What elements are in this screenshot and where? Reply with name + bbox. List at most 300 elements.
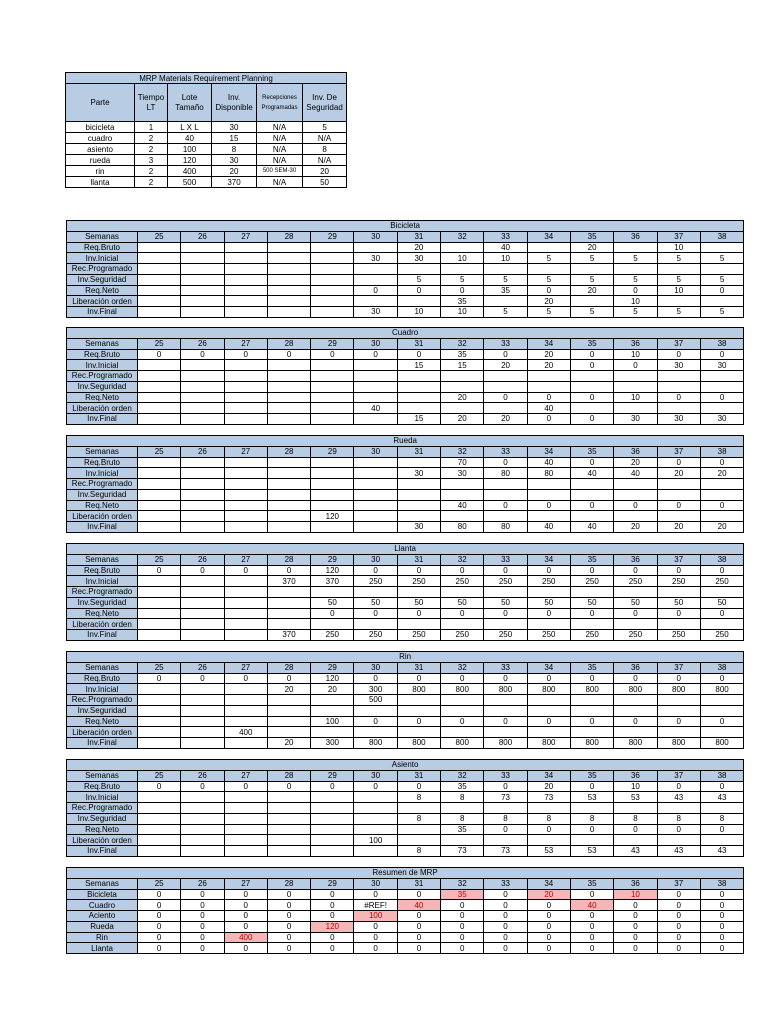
mrp-table [66,759,744,857]
week-header: 38 [700,446,744,457]
mrp-cell: 0 [484,349,527,360]
mrp-cell [700,619,743,630]
mrp-cell: 370 [267,630,310,641]
mrp-cell [181,511,224,522]
mrp-cell [527,727,570,738]
week-header: 30 [354,662,397,673]
mrp-cell: 30 [354,307,397,318]
week-header: 27 [224,554,267,565]
mrp-cell: 40 [354,403,397,414]
mrp-cell: 300 [354,684,397,695]
mrp-row [67,716,744,727]
summary-cell: 0 [657,889,700,900]
mrp-row [67,846,744,857]
mrp-cell [570,619,613,630]
week-header: 31 [397,662,440,673]
week-header: 33 [484,338,527,349]
summary-cell: 0 [527,911,570,922]
week-header: 30 [354,878,397,889]
mrp-cell: 0 [527,565,570,576]
params-cell: bicicleta [66,122,135,133]
week-header: 36 [614,770,657,781]
week-header: 34 [527,446,570,457]
mrp-cell: 0 [224,565,267,576]
week-header: 26 [181,338,224,349]
mrp-table-title-row [67,760,744,771]
mrp-cell: 5 [397,274,440,285]
mrp-cell: 250 [527,576,570,587]
row-label: Req.Neto [67,285,138,296]
week-header: 37 [657,770,700,781]
row-label: Inv.Seguridad [67,813,138,824]
summary-cell: 0 [181,889,224,900]
week-header: 32 [441,231,484,242]
summary-row [67,889,744,900]
params-cell: 500 SEM-30 [257,166,303,177]
week-header: 25 [138,338,181,349]
mrp-cell [138,479,181,490]
mrp-cell [181,727,224,738]
mrp-cell: 43 [614,846,657,857]
row-label: Liberación orden [67,727,138,738]
mrp-cell: 40 [527,457,570,468]
row-label: Liberación orden [67,619,138,630]
week-header: 31 [397,231,440,242]
mrp-cell [224,738,267,749]
mrp-cell: 0 [441,673,484,684]
mrp-table-title-row [67,328,744,339]
mrp-cell: 0 [614,500,657,511]
row-label: Liberación orden [67,835,138,846]
mrp-cell: 50 [354,597,397,608]
mrp-cell [657,511,700,522]
mrp-cell [484,381,527,392]
mrp-cell [138,522,181,533]
week-header: 29 [311,554,354,565]
mrp-cell: 250 [397,576,440,587]
mrp-cell [441,835,484,846]
mrp-cell: 5 [657,253,700,264]
week-header: 35 [570,770,613,781]
summary-cell: 0 [311,943,354,954]
mrp-cell: 30 [700,414,743,425]
mrp-cell [614,727,657,738]
mrp-cell: 100 [311,716,354,727]
row-label: Rec.Programado [67,587,138,598]
mrp-cell [181,630,224,641]
mrp-cell [527,371,570,382]
week-header: 27 [224,231,267,242]
mrp-cell [570,727,613,738]
row-label: Req.Bruto [67,457,138,468]
mrp-cell [138,619,181,630]
mrp-cell: 8 [397,813,440,824]
mrp-cell: 0 [354,716,397,727]
mrp-table-title: Cuadro [67,328,744,339]
mrp-cell [138,608,181,619]
params-cell: 40 [168,133,212,144]
mrp-cell: 800 [484,738,527,749]
mrp-row [67,381,744,392]
params-cell: 2 [135,166,168,177]
mrp-cell: 10 [397,307,440,318]
mrp-row [67,414,744,425]
week-header: 26 [181,446,224,457]
mrp-cell [224,403,267,414]
mrp-cell: 120 [311,511,354,522]
mrp-cell: 0 [267,565,310,576]
mrp-cell: 53 [614,792,657,803]
mrp-cell: 0 [614,824,657,835]
mrp-cell [657,619,700,630]
mrp-cell: 20 [484,414,527,425]
mrp-cell: 0 [267,673,310,684]
row-label: Liberación orden [67,403,138,414]
week-header: 34 [527,554,570,565]
summary-cell: 0 [700,921,743,932]
mrp-cell [267,824,310,835]
mrp-cell [657,296,700,307]
mrp-cell: 0 [657,500,700,511]
mrp-cell [311,285,354,296]
mrp-cell: 8 [700,813,743,824]
mrp-cell: 0 [441,608,484,619]
mrp-cell [138,813,181,824]
mrp-cell [267,296,310,307]
week-header: 37 [657,231,700,242]
mrp-row [67,489,744,500]
week-header: 30 [354,338,397,349]
summary-cell: 0 [484,911,527,922]
row-label: Inv.Inicial [67,684,138,695]
params-header-cell: Inv. De Seguridad [303,84,347,122]
mrp-cell: 800 [441,738,484,749]
mrp-cell: 0 [138,565,181,576]
mrp-table [66,327,744,425]
summary-cell: 0 [311,932,354,943]
mrp-cell [614,242,657,253]
mrp-table-title: Bicicleta [67,221,744,232]
summary-cell: 0 [267,943,310,954]
mrp-cell [267,803,310,814]
mrp-cell [181,522,224,533]
mrp-cell [267,835,310,846]
mrp-cell: 0 [354,608,397,619]
mrp-cell [700,296,743,307]
params-cell: 100 [168,144,212,155]
mrp-cell [224,792,267,803]
mrp-cell [484,264,527,275]
mrp-cell [181,705,224,716]
mrp-cell: 50 [527,597,570,608]
summary-cell: 0 [138,900,181,911]
mrp-cell: 0 [311,349,354,360]
mrp-cell [657,381,700,392]
mrp-cell: 0 [397,716,440,727]
mrp-cell [181,608,224,619]
mrp-cell [267,813,310,824]
week-header: 31 [397,554,440,565]
week-header: 36 [614,231,657,242]
mrp-cell [397,835,440,846]
week-header: 26 [181,770,224,781]
mrp-cell: 0 [397,285,440,296]
summary-cell: 0 [181,943,224,954]
mrp-cell: 35 [441,781,484,792]
params-cell: N/A [303,155,347,166]
mrp-cell: 0 [570,608,613,619]
mrp-cell [181,381,224,392]
mrp-cell [700,511,744,522]
row-label: Inv.Final [67,307,138,318]
params-cell: N/A [257,144,303,155]
mrp-cell [267,716,310,727]
mrp-cell [441,242,484,253]
week-header: 33 [484,446,527,457]
week-header: 25 [138,878,181,889]
mrp-row [67,296,744,307]
mrp-cell: 800 [614,684,657,695]
mrp-cell: 0 [570,500,613,511]
mrp-cell: 0 [570,457,613,468]
mrp-cell: 40 [527,403,570,414]
mrp-cell: 35 [441,824,484,835]
summary-cell: 0 [700,932,743,943]
mrp-cell [138,414,181,425]
mrp-cell [138,803,181,814]
mrp-cell [657,587,700,598]
params-cell: L X L [168,122,212,133]
mrp-cell [181,619,224,630]
mrp-cell [224,296,267,307]
params-header-row [66,84,347,122]
mrp-cell: 5 [527,253,570,264]
mrp-cell [397,371,440,382]
mrp-cell: 800 [700,738,743,749]
mrp-row [67,727,744,738]
mrp-row [67,684,744,695]
week-header: 33 [484,231,527,242]
mrp-cell [138,242,181,253]
mrp-cell [354,619,397,630]
params-cell: 20 [303,166,347,177]
mrp-cell [700,705,743,716]
mrp-table [66,220,744,318]
mrp-cell [527,381,570,392]
mrp-cell: 0 [484,781,527,792]
mrp-cell [397,824,440,835]
mrp-cell [527,479,570,490]
row-label: Req.Bruto [67,673,138,684]
mrp-row [67,264,744,275]
row-label: Inv.Final [67,414,138,425]
summary-cell: 0 [614,911,657,922]
params-cell: 120 [168,155,212,166]
mrp-cell: 73 [527,792,570,803]
mrp-cell: 0 [614,608,657,619]
mrp-row [67,738,744,749]
row-label: Inv.Seguridad [67,705,138,716]
mrp-cell: 0 [267,781,310,792]
mrp-cell: 8 [657,813,700,824]
week-header: 29 [311,662,354,673]
mrp-cell [484,835,527,846]
mrp-cell [614,264,657,275]
mrp-cell: 800 [484,684,527,695]
summary-cell: 0 [700,943,743,954]
params-cell: 20 [212,166,257,177]
mrp-cell: 0 [181,349,224,360]
summary-cell: 0 [224,911,267,922]
mrp-cell [138,511,181,522]
mrp-cell [570,479,613,490]
mrp-cell: 0 [570,392,613,403]
summary-row [67,900,744,911]
mrp-cell [354,392,397,403]
summary-table-title: Resumen de MRP [67,868,744,879]
mrp-cell: 0 [441,285,484,296]
mrp-cell [441,489,484,500]
mrp-cell: 250 [527,630,570,641]
params-header-cell: Tiempo LT [135,84,168,122]
week-header: 31 [397,338,440,349]
params-cell: 30 [212,155,257,166]
mrp-cell [267,307,310,318]
mrp-table [66,651,744,749]
mrp-cell [397,381,440,392]
mrp-cell [267,619,310,630]
week-header: 30 [354,554,397,565]
mrp-row [67,307,744,318]
week-header: 28 [267,554,310,565]
mrp-cell [311,403,354,414]
week-header: 32 [441,878,484,889]
mrp-cell [181,835,224,846]
mrp-cell [354,522,397,533]
week-header: 31 [397,878,440,889]
mrp-cell [397,511,440,522]
mrp-cell: 0 [397,608,440,619]
mrp-cell [267,457,310,468]
mrp-cell [311,813,354,824]
mrp-cell: 20 [311,684,354,695]
mrp-cell: 0 [484,608,527,619]
params-header-cell: Recepciones Programadas [257,84,303,122]
mrp-cell [224,360,267,371]
params-header-cell: Inv. Disponible [212,84,257,122]
summary-cell: 0 [657,943,700,954]
mrp-cell: 800 [657,738,700,749]
mrp-cell: 20 [441,414,484,425]
mrp-cell: 73 [484,792,527,803]
mrp-cell: 8 [527,813,570,824]
mrp-cell: 15 [397,414,440,425]
summary-cell: 0 [311,900,354,911]
mrp-row [67,231,744,242]
mrp-row [67,565,744,576]
row-label: Liberación orden [67,511,138,522]
summary-cell: 0 [267,921,310,932]
mrp-cell [224,511,267,522]
row-label: Inv.Inicial [67,253,138,264]
mrp-cell: 50 [700,597,743,608]
mrp-cell [441,479,484,490]
mrp-cell [657,803,700,814]
summary-cell: 0 [441,932,484,943]
mrp-cell [700,371,743,382]
mrp-cell [138,792,181,803]
params-cell: 3 [135,155,168,166]
mrp-cell: 0 [354,781,397,792]
mrp-row [67,242,744,253]
mrp-cell: 250 [700,576,743,587]
mrp-cell [138,846,181,857]
mrp-cell: 0 [570,716,613,727]
mrp-row [67,522,744,533]
mrp-cell: 50 [397,597,440,608]
params-cell: rin [66,166,135,177]
mrp-cell: 5 [484,307,527,318]
mrp-cell [484,695,527,706]
mrp-cell: 80 [527,468,570,479]
mrp-cell [441,381,484,392]
mrp-cell [397,587,440,598]
mrp-cell [224,597,267,608]
summary-cell: 0 [224,889,267,900]
mrp-cell: 5 [614,307,657,318]
mrp-cell [441,587,484,598]
mrp-cell [354,264,397,275]
mrp-cell: 53 [570,792,613,803]
mrp-cell [311,468,354,479]
summary-row-label: Aciento [67,911,138,922]
row-label: Semanas [67,231,138,242]
mrp-cell: 5 [527,307,570,318]
summary-cell: 0 [484,889,527,900]
mrp-cell: 0 [614,565,657,576]
mrp-cell [657,264,700,275]
mrp-cell [224,619,267,630]
summary-cell: 0 [657,911,700,922]
mrp-cell: 30 [354,253,397,264]
mrp-cell: 0 [484,716,527,727]
mrp-row [67,253,744,264]
summary-cell: 0 [614,921,657,932]
mrp-cell: 0 [657,824,700,835]
summary-cell: 35 [441,889,484,900]
mrp-cell: 8 [397,792,440,803]
mrp-cell: 20 [397,242,440,253]
mrp-cell: 250 [484,576,527,587]
summary-cell: 0 [224,921,267,932]
params-title: MRP Materials Requirement Planning [66,73,347,84]
mrp-row [67,274,744,285]
mrp-cell [311,619,354,630]
mrp-cell [224,630,267,641]
params-cell: 30 [212,122,257,133]
week-header: 35 [570,662,613,673]
summary-cell: 0 [397,889,440,900]
mrp-cell [354,360,397,371]
mrp-cell [397,489,440,500]
summary-cell: 40 [570,900,613,911]
mrp-cell: 20 [267,738,310,749]
row-label: Inv.Inicial [67,792,138,803]
mrp-cell: 30 [397,522,440,533]
mrp-cell [614,803,657,814]
summary-cell: 0 [181,921,224,932]
row-label: Inv.Final [67,846,138,857]
